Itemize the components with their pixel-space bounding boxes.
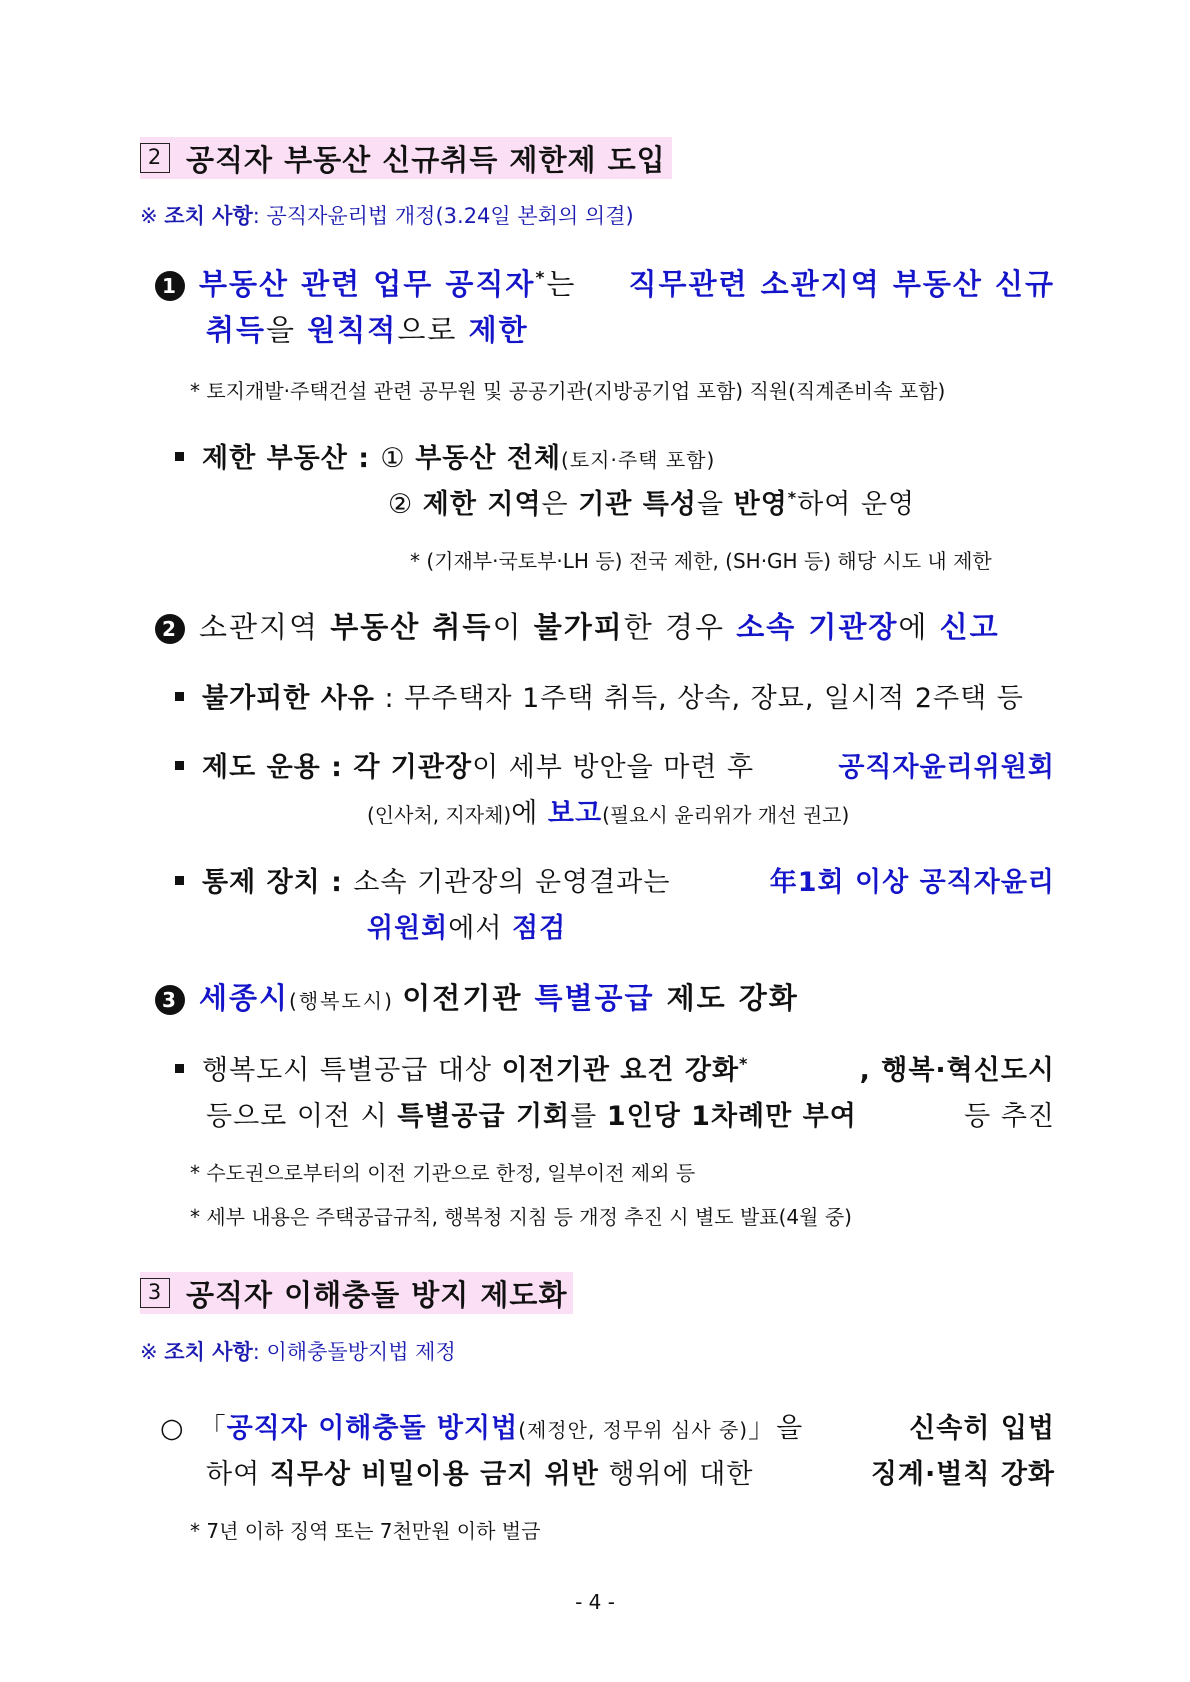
action-line xyxy=(140,200,634,230)
text: 소관지역 xyxy=(199,610,331,644)
section-number-box: 3 xyxy=(140,1278,170,1308)
asterisk: * xyxy=(787,488,798,507)
text-small: (인사처, 지자체) xyxy=(367,803,512,827)
text-bold-blue: 소속 기관장 xyxy=(736,610,899,644)
text-bold-blue: 제한 xyxy=(468,313,529,347)
circled-number-1: 1 xyxy=(155,271,185,301)
bracket-open: 「 xyxy=(198,1413,227,1444)
text-small: (행복도시) xyxy=(289,989,403,1013)
action-line xyxy=(140,1336,456,1366)
text-bold: 제한 지역 xyxy=(422,489,542,520)
text: 를 xyxy=(570,1101,607,1132)
limit-line-1 xyxy=(175,436,715,475)
text-bold-blue: 취득 xyxy=(206,313,267,347)
text: 등 추진 xyxy=(964,1101,1055,1132)
text-small: (제정안, 정무위 심사 중) xyxy=(518,1418,749,1442)
text-bold: 징계·벌칙 강화 xyxy=(870,1459,1055,1490)
text-bold-blue: 특별공급 xyxy=(534,981,655,1015)
action-text: : 이해충돌방지법 제정 xyxy=(252,1340,456,1364)
action-label: 조치 사항 xyxy=(164,1340,253,1364)
text: 을 xyxy=(696,489,734,520)
text: 소속 기관장의 운영결과는 xyxy=(353,867,671,898)
footnote: * 7년 이하 징역 또는 7천만원 이하 벌금 xyxy=(190,1519,541,1543)
square-bullet xyxy=(175,876,184,885)
label-bold: 통제 장치 : xyxy=(202,867,354,898)
label-bold: 제도 운용 : xyxy=(202,752,354,783)
footnote: * (기재부·국토부·LH 등) 전국 제한, (SH·GH 등) 해당 시도 내 제한 xyxy=(410,549,992,573)
text: 으로 xyxy=(397,313,469,347)
text-bold: 이전기관 요건 강화 xyxy=(501,1055,740,1086)
asterisk: * xyxy=(739,1054,749,1073)
label-bold: 불가피한 사유 xyxy=(202,683,375,714)
text-bold: 각 기관장 xyxy=(353,752,473,783)
text: 는 xyxy=(546,267,577,301)
text-bold: 이전기관 xyxy=(402,981,535,1015)
control-line-1 xyxy=(175,860,1055,899)
section-3-heading xyxy=(140,1272,573,1314)
text: 에 xyxy=(898,610,940,644)
footnote: * 세부 내용은 주택공급규칙, 행복청 지침 등 개정 추진 시 별도 발표(4월 중) xyxy=(190,1205,852,1229)
text-bold-blue: 신고 xyxy=(939,610,1000,644)
section-number-box: 2 xyxy=(140,143,170,173)
circled-number-3: 3 xyxy=(155,985,185,1015)
text-bold: 기관 특성 xyxy=(578,489,697,520)
text: 을 xyxy=(776,1413,804,1444)
square-bullet xyxy=(175,692,184,701)
colon: : xyxy=(374,683,405,714)
text-bold: 특별공급 기회 xyxy=(397,1101,571,1132)
conflict-line-1 xyxy=(160,1406,1055,1445)
section-title: 공직자 이해충돌 방지 제도화 xyxy=(186,1277,568,1312)
page-number: - 4 - xyxy=(575,1590,615,1614)
reference-mark: ※ xyxy=(140,204,165,228)
text-bold: 반영 xyxy=(733,489,788,520)
text-small: (필요시 윤리위가 개선 권고) xyxy=(602,803,850,827)
text-bold-blue: 직무관련 소관지역 부동산 신규 xyxy=(628,267,1055,301)
text: 무주택자 1주택 취득, 상속, 장묘, 일시적 2주택 등 xyxy=(404,683,1024,714)
text-bold-blue: 공직자 이해충돌 방지법 xyxy=(226,1413,519,1444)
section-title: 공직자 부동산 신규취득 제한제 도입 xyxy=(186,142,666,177)
text: 은 xyxy=(541,489,579,520)
text-bold-blue: 공직자윤리위원회 xyxy=(838,752,1055,783)
text-bold-blue: 보고 xyxy=(547,798,603,829)
limit-line-2 xyxy=(388,482,915,521)
text-bold: 불가피 xyxy=(533,610,624,644)
text-bold-blue: 점검 xyxy=(512,913,567,944)
unavoidable-reason-line xyxy=(175,676,1024,715)
text: 행위에 대한 xyxy=(598,1459,754,1490)
footnote: * 토지개발·주택건설 관련 공무원 및 공공기관(지방공기업 포함) 직원(직계존비속 포함) xyxy=(190,379,946,403)
text-bold-blue: 年1회 이상 공직자윤리 xyxy=(769,867,1055,898)
text-bold-blue: 원칙적 xyxy=(307,313,398,347)
text: 에서 xyxy=(448,913,512,944)
square-bullet xyxy=(175,761,184,770)
text-bold-blue: 위원회 xyxy=(367,913,449,944)
text-bold: 부동산 취득 xyxy=(330,610,493,644)
sejong-line-1 xyxy=(175,1048,1055,1087)
option-mark: ② xyxy=(388,489,423,520)
text-small: (토지·주택 포함) xyxy=(561,448,716,472)
item-3-line xyxy=(155,976,799,1017)
control-line-2 xyxy=(367,906,566,945)
item-1-line-2 xyxy=(206,308,529,349)
text: 에 xyxy=(511,798,548,829)
system-line-1 xyxy=(175,745,1055,784)
item-1-line-1 xyxy=(155,262,1055,303)
text: 하여 xyxy=(206,1459,270,1490)
item-2-line xyxy=(155,605,1000,646)
option-mark: ① xyxy=(380,443,416,474)
footnote: * 수도권으로부터의 이전 기관으로 한정, 일부이전 제외 등 xyxy=(190,1161,696,1185)
circle-bullet: ○ xyxy=(160,1413,185,1444)
label-bold: 제한 부동산 : xyxy=(202,443,381,474)
text-bold-blue: 부동산 관련 업무 공직자 xyxy=(199,267,536,301)
text: 등으로 이전 시 xyxy=(206,1101,398,1132)
text: 행복도시 특별공급 대상 xyxy=(202,1055,502,1086)
text-bold-blue: 세종시 xyxy=(199,981,290,1015)
sejong-line-2 xyxy=(206,1094,1055,1133)
conflict-line-2 xyxy=(206,1452,1055,1491)
bracket-close: 」 xyxy=(748,1413,777,1444)
text-bold: , 행복·혁신도시 xyxy=(859,1055,1055,1086)
square-bullet xyxy=(175,1064,184,1073)
text-bold: 직무상 비밀이용 금지 위반 xyxy=(269,1459,599,1490)
asterisk: * xyxy=(535,268,547,289)
circled-number-2: 2 xyxy=(155,614,185,644)
text-bold: 1인당 1차례만 부여 xyxy=(606,1101,857,1132)
square-bullet xyxy=(175,452,184,461)
text-bold: 부동산 전체 xyxy=(415,443,562,474)
text: 한 경우 xyxy=(623,610,737,644)
action-label: 조치 사항 xyxy=(164,204,253,228)
text: 이 xyxy=(492,610,534,644)
section-2-heading xyxy=(140,137,672,179)
text-bold: 신속히 입법 xyxy=(909,1413,1055,1444)
text: 이 세부 방안을 마련 후 xyxy=(472,752,755,783)
system-line-2 xyxy=(367,791,849,830)
reference-mark: ※ xyxy=(140,1340,165,1364)
text-bold: 제도 강화 xyxy=(654,981,799,1015)
text: 하여 운영 xyxy=(797,489,916,520)
action-text: : 공직자윤리법 개정(3.24일 본회의 의결) xyxy=(252,204,634,228)
text: 을 xyxy=(266,313,308,347)
